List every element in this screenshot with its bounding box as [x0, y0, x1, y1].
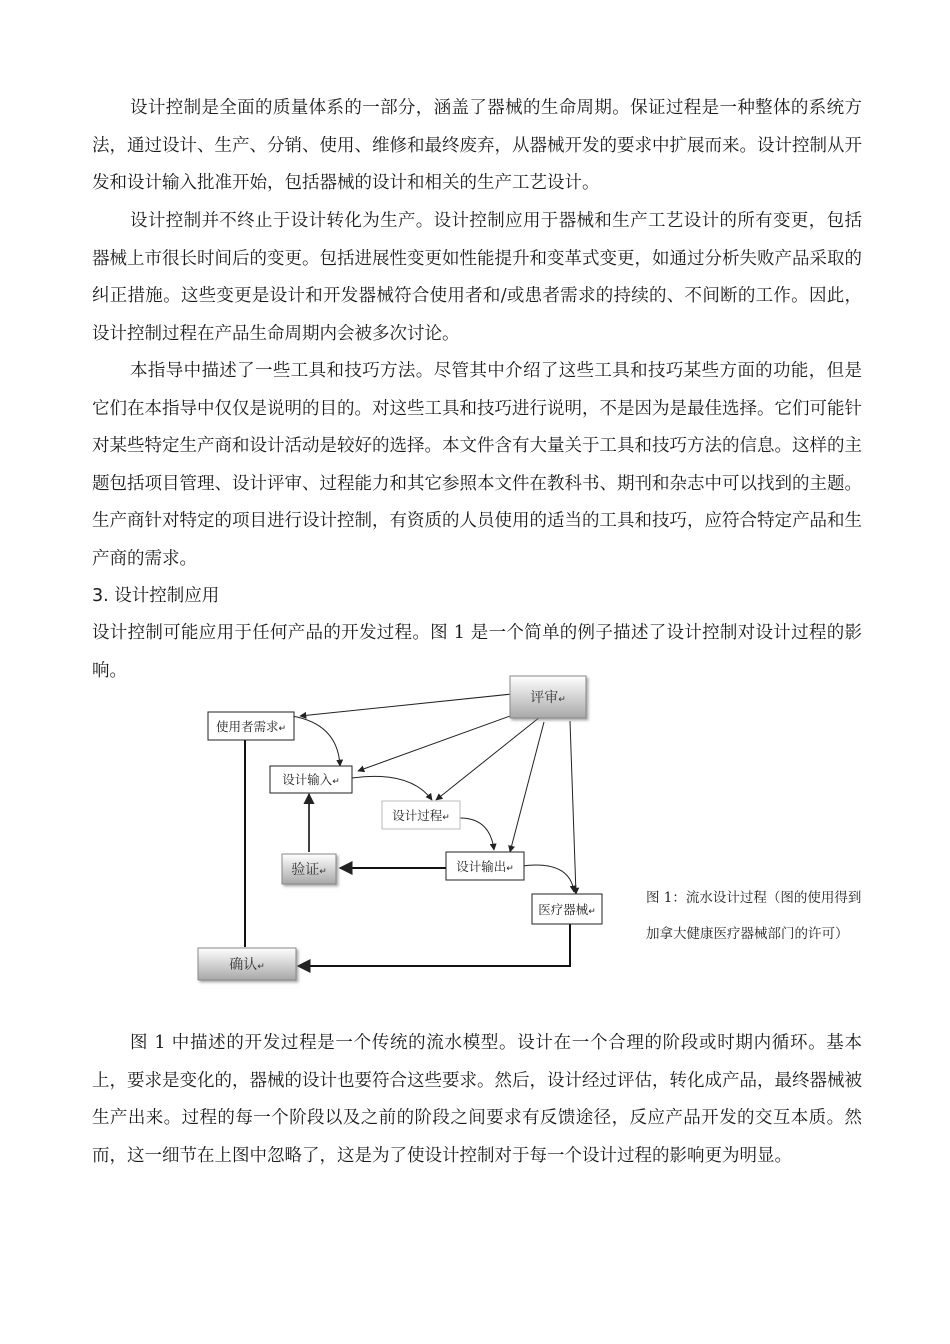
review-node — [510, 676, 586, 718]
medical-device-label: 医疗器械 — [538, 902, 589, 917]
user-needs-label: 使用者需求 — [215, 719, 279, 734]
validation-node — [198, 948, 296, 980]
design-output-label: 设计输出 — [456, 859, 507, 874]
paragraph-mark: ↵ — [319, 867, 327, 877]
svg-text:设计输出↵ — [456, 859, 514, 874]
arrow-review-to-design-output — [510, 722, 544, 852]
arrow-review-to-design-input — [358, 707, 535, 771]
design-process-node — [382, 801, 460, 829]
svg-text:设计输入↵ — [282, 772, 340, 787]
arrow-design-input-to-design-process — [352, 776, 432, 800]
verification-node — [282, 854, 336, 884]
section-intro: 设计控制可能应用于任何产品的开发过程。图 1 是一个简单的例子描述了设计控制对设计过程的影响。 — [92, 623, 862, 681]
paragraph-2: 设计控制并不终止于设计转化为生产。设计控制应用于器械和生产工艺设计的所有变更，包括器械上市很长时间后的变更。包括进展性变更如性能提升和变革式变更，如通过分析失败产品采取的纠正措施。这些变更是设计和开发器械符合使用者和/或患者需求的持续的、不间断的工作。因此，设计控制过程在产品生命周期内会被多次讨论。 — [92, 211, 862, 344]
paragraph-1: 设计控制是全面的质量体系的一部分，涵盖了器械的生命周期。保证过程是一种整体的系统方法，通过设计、生产、分销、使用、维修和最终废弃，从器械开发的要求中扩展而来。设计控制从开发和设计输入批准开始，包括器械的设计和相关的生产工艺设计。 — [92, 98, 862, 193]
svg-text:使用者需求↵ — [216, 719, 286, 734]
verification-label: 验证 — [291, 862, 320, 878]
paragraph-mark: ↵ — [278, 724, 287, 734]
svg-text:医疗器械↵ — [538, 902, 596, 917]
paragraph-mark: ↵ — [442, 813, 450, 823]
medical-device-node — [532, 894, 602, 924]
arrow-review-to-medical-device — [570, 721, 576, 894]
paragraph-mark: ↵ — [588, 907, 596, 917]
paragraph-mark: ↵ — [506, 864, 514, 874]
closing-paragraph: 图 1 中描述的开发过程是一个传统的流水模型。设计在一个合理的阶段或时期内循环。基本上，要求是变化的，器械的设计也要符合这些要求。然后，设计经过评估，转化成产品，最终器械被生产出来。过程的每一个阶段以及之前的阶段之间要求有反馈途径，反应产品开发的交互本质。然而，这一细节在上图中忽略了，这是为了使设计控制对于每一个设计过程的影响更为明显。 — [92, 1033, 862, 1166]
arrow-review-to-design-process — [436, 717, 540, 800]
arrow-user-needs-to-design-input — [292, 716, 340, 766]
arrow-design-output-to-medical-device — [522, 865, 574, 892]
design-input-label: 设计输入 — [282, 772, 333, 787]
arrow-medical-device-to-validation — [298, 924, 570, 966]
validation-label: 确认 — [229, 957, 258, 973]
paragraph-3: 本指导中描述了一些工具和技巧方法。尽管其中介绍了这些工具和技巧某些方面的功能，但是它们在本指导中仅仅是说明的目的。对这些工具和技巧进行说明，不是因为是最佳选择。它们可能针对某些特定生产商和设计活动是较好的选择。本文件含有大量关于工具和技巧方法的信息。这样的主题包括项目管理、设计评审、过程能力和其它参照本文件在教科书、期刊和杂志中可以找到的主题。生产商针对特定的项目进行设计控制，有资质的人员使用的适当的工具和技巧，应符合特定产品和生产商的需求。 — [92, 361, 862, 569]
figure-caption: 图 1：流水设计过程（图的使用得到加拿大健康医疗器械部门的许可） — [646, 890, 862, 942]
arrow-review-to-user-needs — [300, 694, 512, 716]
design-output-node — [446, 852, 524, 880]
section-heading: 3. 设计控制应用 — [92, 586, 220, 606]
paragraph-mark: ↵ — [332, 777, 340, 787]
review-label: 评审 — [530, 690, 559, 706]
paragraph-mark: ↵ — [558, 695, 566, 705]
design-process-label: 设计过程 — [392, 808, 443, 823]
user-needs-node — [208, 712, 294, 740]
arrow-design-process-to-design-output — [460, 818, 494, 850]
waterfall-diagram — [190, 672, 630, 992]
paragraph-mark: ↵ — [257, 962, 265, 972]
svg-text:设计过程↵ — [392, 808, 450, 823]
design-input-node — [270, 766, 352, 793]
